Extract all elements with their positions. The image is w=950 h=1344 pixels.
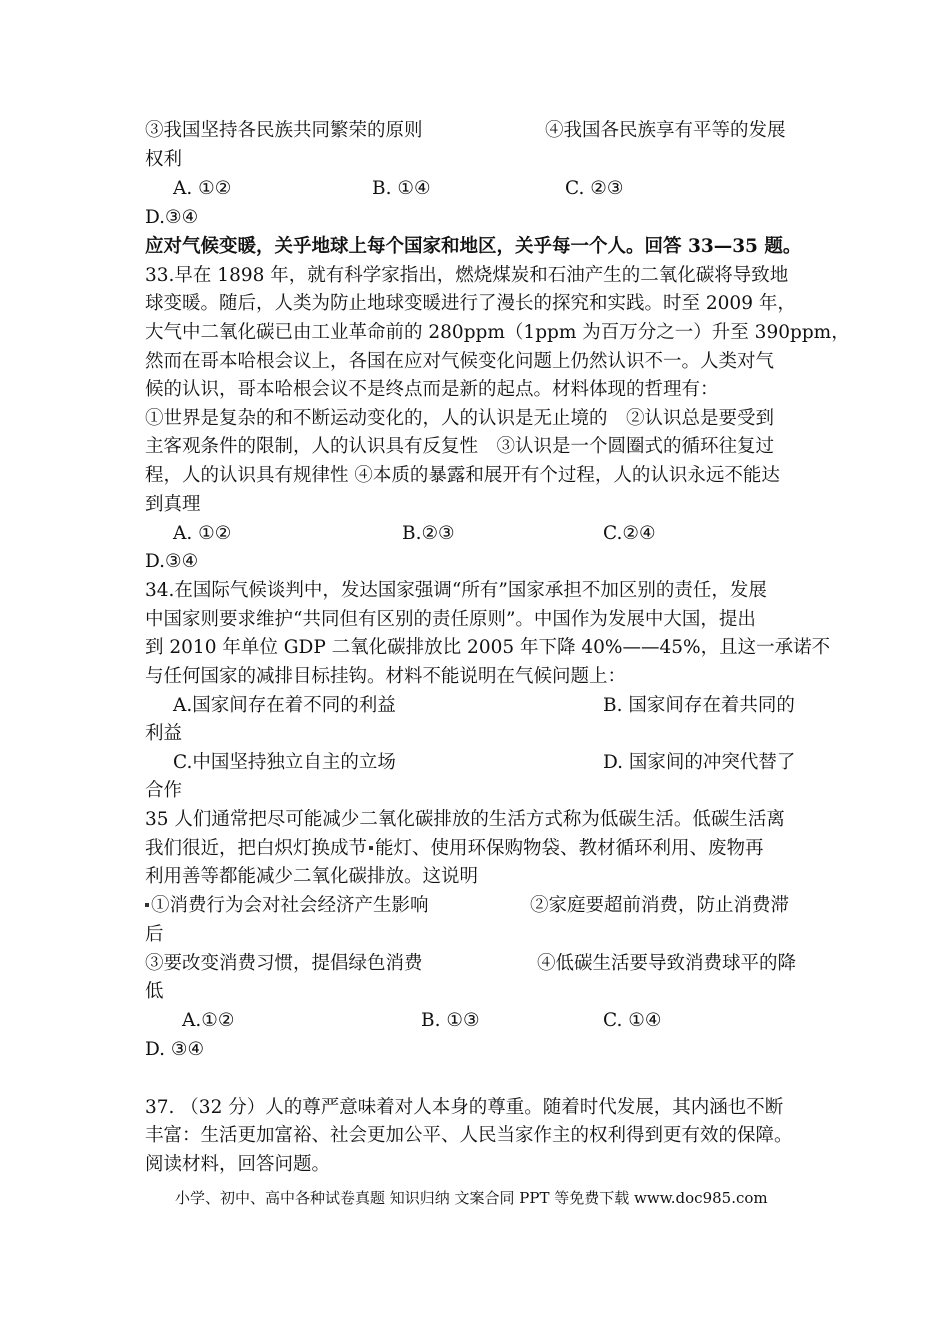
scan-mark	[369, 846, 373, 850]
page-footer: 小学、初中、高中各种试卷真题 知识归纳 文案合同 PPT 等免费下载 www.doc985.com	[175, 1189, 768, 1207]
q34-line: 34.在国际气候谈判中，发达国家强调“所有”国家承担不加区别的责任，发展	[145, 580, 767, 601]
q37-line: 37. （32 分）人的尊严意味着对人本身的尊重。随着时代发展，其内涵也不断	[145, 1097, 784, 1118]
q33-line: 然而在哥本哈根会议上，各国在应对气候变化问题上仍然认识不一。人类对气	[145, 351, 775, 372]
q32-option-b: B. ①④	[372, 178, 431, 199]
q34-option-d: D. 国家间的冲突代替了	[603, 752, 796, 773]
q35-line-part: 我们很近，把白炽灯换成节	[145, 838, 368, 859]
q32-option-d: D.③④	[145, 207, 199, 228]
q34-line: 中国家则要求维护“共同但有区别的责任原则”。中国作为发展中大国，提出	[145, 609, 756, 630]
q34-option-c: C.中国坚持独立自主的立场	[173, 752, 396, 773]
q35-item1	[145, 892, 429, 920]
q35-item4: ④低碳生活要导致消费球平的降	[537, 953, 797, 974]
q35-item3: ③要改变消费习惯，提倡绿色消费	[145, 953, 423, 974]
q35-option-c: C. ①④	[603, 1010, 662, 1031]
scan-mark	[145, 903, 149, 907]
q32-option-c: C. ②③	[565, 178, 624, 199]
q35-line-part: 能灯、使用环保购物袋、教材循环利用、废物再	[375, 838, 764, 859]
q33-line: 候的认识，哥本哈根会议不是终点而是新的起点。材料体现的哲理有：	[145, 379, 719, 400]
q35-item4-cont: 低	[145, 981, 164, 1002]
q33-line: ①世界是复杂的和不断运动变化的，人的认识是无止境的 ②认识总是要受到	[145, 408, 775, 429]
q34-option-b: B. 国家间存在着共同的	[603, 695, 795, 716]
q33-option-a: A. ①②	[173, 523, 232, 544]
q33-line: 到真理	[145, 494, 201, 515]
q32-item4: ④我国各民族享有平等的发展	[545, 120, 786, 141]
q34-option-b-cont: 利益	[145, 723, 183, 744]
q33-option-c: C.②④	[603, 523, 656, 544]
q33-line: 程，人的认识具有规律性 ④本质的暴露和展开有个过程，人的认识永远不能达	[145, 465, 780, 486]
q32-item4-cont: 权利	[145, 149, 183, 170]
section-intro: 应对气候变暖，关乎地球上每个国家和地区，关乎每一个人。回答 33—35 题。	[145, 236, 802, 257]
q37-line: 丰富：生活更加富裕、社会更加公平、人民当家作主的权利得到更有效的保障。	[145, 1125, 793, 1146]
q34-option-a: A.国家间存在着不同的利益	[173, 695, 396, 716]
q35-option-d: D. ③④	[145, 1039, 205, 1060]
q33-option-d: D.③④	[145, 551, 199, 572]
q35-item2-cont: 后	[145, 924, 164, 945]
q33-line: 大气中二氧化碳已由工业革命前的 280ppm（1ppm 为百万分之一）升至 390ppm，	[145, 322, 850, 343]
q34-line: 到 2010 年单位 GDP 二氧化碳排放比 2005 年下降 40%——45%，且这一承诺不	[145, 637, 831, 658]
q35-option-b: B. ①③	[421, 1010, 480, 1031]
q33-option-b: B.②③	[402, 523, 455, 544]
q33-line: 主客观条件的限制，人的认识具有反复性 ③认识是一个圆圈式的循环往复过	[145, 436, 775, 457]
q33-line: 33.早在 1898 年，就有科学家指出，燃烧煤炭和石油产生的二氧化碳将导致地	[145, 265, 789, 286]
q32-item3: ③我国坚持各民族共同繁荣的原则	[145, 120, 423, 141]
q35-item2: ②家庭要超前消费，防止消费滞	[530, 895, 790, 916]
q33-line: 球变暖。随后，人类为防止地球变暖进行了漫长的探究和实践。时至 2009 年，	[145, 293, 796, 314]
q35-line: 利用善等都能减少二氧化碳排放。这说明	[145, 866, 479, 887]
q35-line: 35 人们通常把尽可能减少二氧化碳排放的生活方式称为低碳生活。低碳生活离	[145, 809, 785, 830]
q32-option-a: A. ①②	[173, 178, 232, 199]
q35-option-a: A.①②	[182, 1010, 235, 1031]
q34-option-d-cont: 合作	[145, 780, 183, 801]
q37-line: 阅读材料，回答问题。	[145, 1154, 331, 1175]
q35-item1-text: ①消费行为会对社会经济产生影响	[151, 895, 429, 916]
q35-line	[145, 835, 764, 863]
q34-line: 与任何国家的减排目标挂钩。材料不能说明在气候问题上：	[145, 666, 627, 687]
